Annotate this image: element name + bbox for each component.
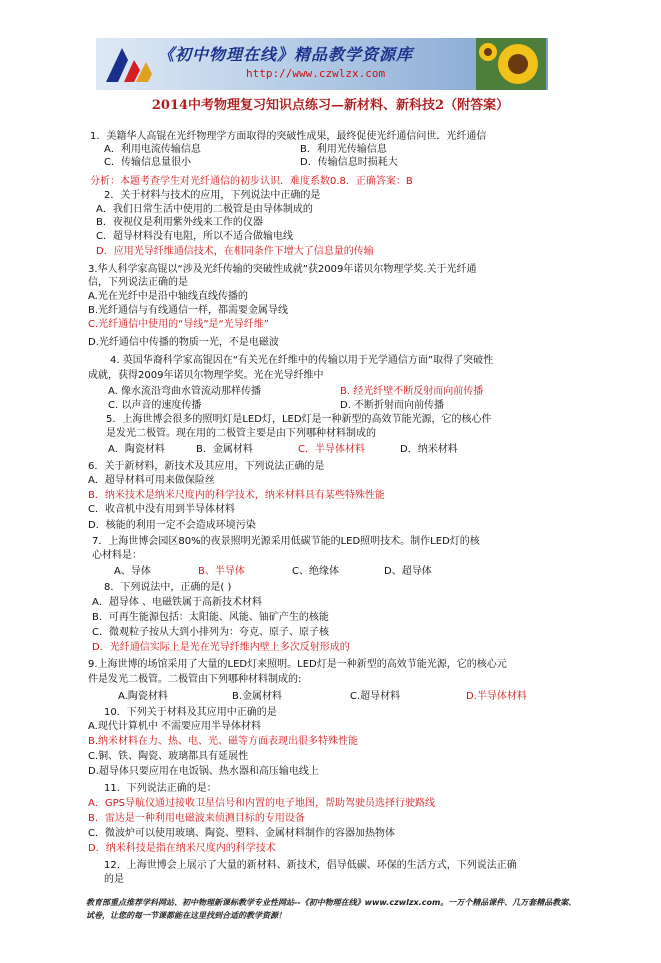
answer-line: C.光纤通信中使用的“导线”是“光导纤维”: [88, 319, 269, 330]
question-line: C、绝缘体: [292, 566, 339, 577]
question-line: 2．关于材料与技术的应用，下列说法中正确的是: [104, 190, 321, 201]
question-line: C．传输信息量很小: [104, 157, 191, 168]
question-line: D．核能的利用一定不会造成环境污染: [88, 520, 256, 531]
question-line: C. 以声音的速度传播: [108, 400, 202, 411]
footer-note: 教育部重点推荐学科网站、初中物理新课标教学专业性网站--《初中物理在线》www.czwlzx.com。一万个精品课件、几万套精品教案、试卷，让您的每一节课都能在这里找到合适的教学资源！: [86, 898, 577, 920]
question-line: 11．下列说法正确的是：: [104, 783, 217, 794]
question-line: 3.华人科学家高锟以“涉及光纤传输的突破性成就”获2009年诺贝尔物理学奖.关于光纤通: [88, 264, 477, 275]
question-line: 1．美籍华人高锟在光纤物理学方面取得的突破性成果，最终促使光纤通信问世．光纤通信: [90, 131, 487, 142]
question-line: C.超导材料: [350, 691, 401, 702]
question-line: 成就，获得2009年诺贝尔物理学奖。光在光导纤维中: [88, 370, 324, 381]
banner-title: 《初中物理在线》精品教学资源库: [158, 45, 414, 64]
answer-line: B. 经光纤壁不断反射而向前传播: [340, 386, 484, 397]
question-line: A．超导材料可用来做保险丝: [88, 475, 215, 486]
question-line: 10．下列关于材料及其应用中正确的是: [104, 707, 277, 718]
question-line: B．夜视仪是利用紫外线来工作的仪器: [96, 217, 263, 228]
question-line: A.陶瓷材料: [118, 691, 168, 702]
question-line: C．收音机中没有用到半导体材料: [88, 504, 235, 515]
site-logo-icon: [100, 42, 156, 86]
question-line: 是发光二极管。现在用的二极管主要是由下列哪种材料制成的: [106, 428, 376, 439]
answer-line: D.半导体材料: [466, 691, 527, 702]
question-line: A．超导体 、电磁铁属于高新技术材料: [92, 597, 263, 608]
question-line: D.光纤通信中传播的物质一光，不是电磁波: [88, 337, 279, 348]
question-line: 7．上海世博会园区80%的夜景照明光源采用低碳节能的LED照明技术。制作LED灯的核: [92, 536, 480, 547]
answer-line: D．光纤通信实际上是光在光导纤维内壁上多次反射形成的: [92, 642, 350, 653]
question-line: D.超导体只要应用在电饭锅、热水器和高压输电线上: [88, 766, 319, 777]
question-line: D、超导体: [384, 566, 432, 577]
banner-url: http://www.czwlzx.com: [246, 67, 386, 80]
answer-line: B．雷达是一种利用电磁波来侦测目标的专用设备: [88, 813, 305, 824]
question-line: 4. 英国华裔科学家高锟因在“有关光在纤维中的传输以用于光学通信方面”取得了突破性: [110, 355, 494, 366]
question-line: 8．下列说法中，正确的是( ): [104, 582, 232, 593]
question-line: B．金属材料: [196, 444, 253, 455]
question-line: 心材料是：: [92, 550, 142, 561]
question-line: A．我们日常生活中使用的二极管是由导体制成的: [96, 204, 313, 215]
answer-line: B.纳米材料在力、热、电、光、磁等方面表现出很多特殊性能: [88, 736, 359, 747]
answer-line: B．纳米技术是纳米尺度内的科学技术，纳米材料具有某些特殊性能: [88, 490, 385, 501]
question-line: D．传输信息时损耗大: [300, 157, 398, 168]
question-line: 件是发光二极管。二极管由下列哪种材料制成的:: [88, 674, 302, 685]
question-line: 5．上海世博会很多的照明灯是LED灯，LED灯是一种新型的高效节能光源，它的核心件: [106, 414, 492, 425]
answer-line: 分析：本题考查学生对光纤通信的初步认识．难度系数0.8．正确答案：B: [90, 176, 413, 187]
question-line: B．可再生能源包括：太阳能、风能、铀矿产生的核能: [92, 612, 329, 623]
answer-line: D．应用光导纤维通信技术，在相同条件下增大了信息量的传输: [96, 246, 374, 257]
question-line: 9.上海世博的场馆采用了大量的LED灯来照明。LED灯是一种新型的高效节能光源，它的核心元: [88, 659, 507, 670]
question-line: A．陶瓷材料: [108, 444, 165, 455]
question-line: C.铜、铁、陶瓷、玻璃都具有延展性: [88, 751, 249, 762]
answer-line: B、半导体: [198, 566, 245, 577]
answer-line: D．纳米科技是指在纳米尺度内的科学技术: [88, 843, 276, 854]
question-line: 12．上海世博会上展示了大量的新材料、新技术，倡导低碳、环保的生活方式，下列说法正确: [104, 860, 517, 871]
question-line: A．利用电流传输信息: [104, 144, 201, 155]
answer-line: A．GPS导航仪通过接收卫星信号和内置的电子地图，帮助驾驶员选择行驶路线: [88, 798, 435, 809]
question-line: A.现代计算机中 不需要应用半导体材料: [88, 721, 262, 732]
question-line: A、导体: [114, 566, 151, 577]
question-line: D. 不断折射而向前传播: [340, 400, 445, 411]
question-line: B．利用光传输信息: [300, 144, 387, 155]
question-line: B.金属材料: [232, 691, 283, 702]
question-line: 6．关于新材料，新技术及其应用，下列说法正确的是: [88, 461, 325, 472]
question-line: A.光在光纤中是沿中轴线直线传播的: [88, 291, 248, 302]
question-line: 的是: [104, 874, 124, 885]
question-line: B.光纤通信与有线通信一样，都需要金属导线: [88, 305, 289, 316]
question-line: C．超导材料没有电阻，所以不适合做输电线: [96, 231, 293, 242]
question-line: 信，下列说法正确的是: [88, 277, 188, 288]
question-line: C．微波炉可以使用玻璃、陶瓷、塑料、金属材料制作的容器加热物体: [88, 828, 395, 839]
question-line: D．纳米材料: [400, 444, 458, 455]
question-line: A. 像水流沿弯曲水管流动那样传播: [108, 386, 262, 397]
site-banner: [96, 38, 548, 90]
document-title: 2014中考物理复习知识点练习—新材料、新科技2（附答案）: [151, 98, 510, 113]
question-line: C．微观粒子按从大到小排列为：夸克、原子、原子核: [92, 627, 329, 638]
sunflower-icon: [476, 38, 546, 90]
answer-line: C．半导体材料: [298, 444, 365, 455]
